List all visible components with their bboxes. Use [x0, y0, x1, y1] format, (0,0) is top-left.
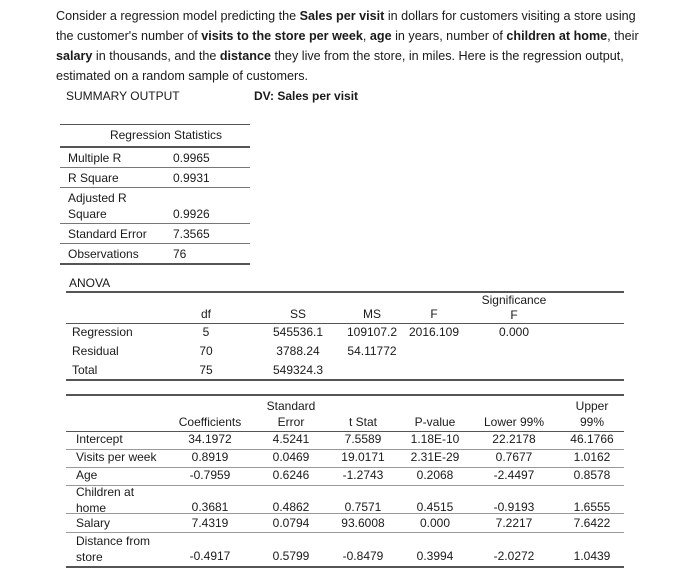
anova-header-ms: MS — [363, 307, 381, 321]
intro-text: , their — [607, 29, 639, 43]
coef-row-label: Salary — [76, 516, 111, 530]
stat-value: 7.3565 — [173, 227, 210, 241]
coef-cell: 4.5241 — [272, 432, 310, 446]
coef-header-standard-error: Standard Error — [266, 399, 316, 429]
anova-header-f: F — [430, 307, 438, 321]
table-rule — [66, 323, 624, 324]
coef-row-label: Children at home — [76, 485, 135, 515]
coef-cell: -2.4497 — [493, 468, 535, 482]
coef-cell: 1.6555 — [573, 500, 611, 514]
anova-cell: 549324.3 — [272, 363, 324, 377]
intro-text: in years, number of — [391, 29, 507, 43]
anova-table — [66, 291, 624, 381]
coef-cell: -2.0272 — [493, 549, 535, 563]
coef-cell: 0.7677 — [495, 450, 533, 464]
coef-cell: 0.8919 — [191, 450, 229, 464]
anova-cell: 0.000 — [498, 325, 530, 339]
stat-row-observations — [60, 244, 250, 265]
coef-cell: 46.1766 — [570, 432, 614, 446]
anova-cell: 75 — [199, 363, 213, 377]
intro-bold: salary — [56, 49, 93, 63]
coef-cell: -0.4917 — [189, 549, 231, 563]
anova-label: ANOVA — [69, 276, 111, 290]
anova-cell: 54.11772 — [347, 344, 397, 358]
anova-cell: 109107.2 — [346, 325, 398, 339]
coef-cell: -0.7959 — [189, 468, 231, 482]
anova-row-label: Total — [72, 363, 98, 377]
anova-cell: 5 — [202, 325, 210, 339]
coef-cell: 0.4515 — [416, 500, 454, 514]
coef-cell: 0.0469 — [272, 450, 310, 464]
anova-cell: 545536.1 — [272, 325, 324, 339]
coef-cell: 1.0439 — [573, 549, 611, 563]
anova-cell: 70 — [199, 344, 213, 358]
coef-cell: 19.0171 — [341, 450, 385, 464]
intro-text: they live from the store, in miles. Here is the regression output, estimated on a random sample of customers. — [56, 49, 624, 83]
regression-statistics-title: Regression Statistics — [60, 124, 250, 148]
coef-cell: 0.4862 — [272, 500, 310, 514]
table-rule — [66, 566, 624, 568]
stat-value: 0.9965 — [173, 151, 210, 165]
intro-text: in thousands, and the — [92, 49, 220, 63]
stat-row-multiple-r — [60, 148, 250, 168]
intro-bold: distance — [219, 49, 271, 63]
anova-header-df: df — [200, 307, 211, 321]
coef-header-coefficients: Coefficients — [178, 415, 242, 429]
anova-header-ss: SS — [289, 307, 306, 321]
stat-value: 0.9926 — [173, 207, 210, 221]
coef-header-upper-99: Upper 99% — [575, 399, 609, 429]
coef-cell: 0.000 — [419, 516, 451, 530]
stat-row-adjusted-r-square — [60, 188, 250, 224]
intro-text: , — [362, 29, 370, 43]
intro-bold: age — [369, 29, 392, 43]
coef-cell: 93.6008 — [341, 516, 385, 530]
coef-cell: 0.3994 — [416, 549, 454, 563]
dependent-variable-label: DV: Sales per visit — [254, 89, 359, 103]
coef-cell: 34.1972 — [188, 432, 232, 446]
coef-cell: 7.2217 — [495, 516, 533, 530]
question-text — [56, 6, 646, 86]
coef-row-label: Age — [76, 468, 98, 482]
summary-output-label: SUMMARY OUTPUT — [66, 89, 180, 103]
coef-cell: 1.18E-10 — [410, 432, 460, 446]
anova-cell: 2016.109 — [408, 325, 460, 339]
coef-cell: 0.5799 — [272, 549, 310, 563]
stat-label: R Square — [68, 171, 119, 185]
intro-text: Consider a regression model predicting the — [56, 9, 300, 23]
regression-statistics-table — [60, 124, 250, 265]
intro-bold: visits to the store per week — [201, 29, 363, 43]
coef-cell: 1.0162 — [573, 450, 611, 464]
stat-row-standard-error — [60, 224, 250, 244]
coef-row-label: Distance from store — [76, 534, 151, 564]
stat-value: 76 — [173, 247, 187, 261]
coef-cell: 22.2178 — [492, 432, 536, 446]
anova-header-significance-f: Significance F — [481, 293, 547, 322]
coef-row-label: Visits per week — [76, 450, 157, 464]
table-rule — [66, 379, 624, 381]
coef-header-lower-99: Lower 99% — [483, 415, 545, 429]
coef-cell: 0.3681 — [191, 500, 229, 514]
intro-bold: Sales per visit — [299, 9, 385, 23]
stat-label: Standard Error — [68, 227, 147, 241]
coefficients-table — [66, 394, 624, 570]
coef-header-p-value: P-value — [414, 415, 456, 429]
stat-label: Observations — [68, 247, 139, 261]
coef-cell: 7.6422 — [573, 516, 611, 530]
stat-value: 0.9931 — [173, 171, 210, 185]
table-rule — [66, 394, 624, 396]
coef-cell: -1.2743 — [342, 468, 384, 482]
anova-row-label: Residual — [72, 344, 119, 358]
stat-label: Multiple R — [68, 151, 122, 165]
intro-bold: children at home — [506, 29, 608, 43]
stat-row-r-square — [60, 168, 250, 188]
coef-cell: 0.0794 — [272, 516, 310, 530]
coef-cell: 7.5589 — [344, 432, 382, 446]
coef-cell: 0.8578 — [573, 468, 611, 482]
coef-cell: -0.9193 — [493, 500, 535, 514]
coef-cell: 0.2068 — [416, 468, 454, 482]
coef-cell: -0.8479 — [342, 549, 384, 563]
intro-text: in dollars for customers visiting a store using the customer's number of — [56, 9, 636, 43]
stat-label: Adjusted R Square — [68, 191, 127, 221]
coef-header-t-stat: t Stat — [348, 415, 377, 429]
coef-cell: 0.7571 — [344, 500, 382, 514]
coef-cell: 2.31E-29 — [410, 450, 460, 464]
coef-cell: 0.6246 — [272, 468, 310, 482]
anova-row-label: Regression — [72, 325, 133, 339]
coef-cell: 7.4319 — [191, 516, 229, 530]
anova-cell: 3788.24 — [276, 344, 320, 358]
coef-row-label: Intercept — [76, 432, 123, 446]
